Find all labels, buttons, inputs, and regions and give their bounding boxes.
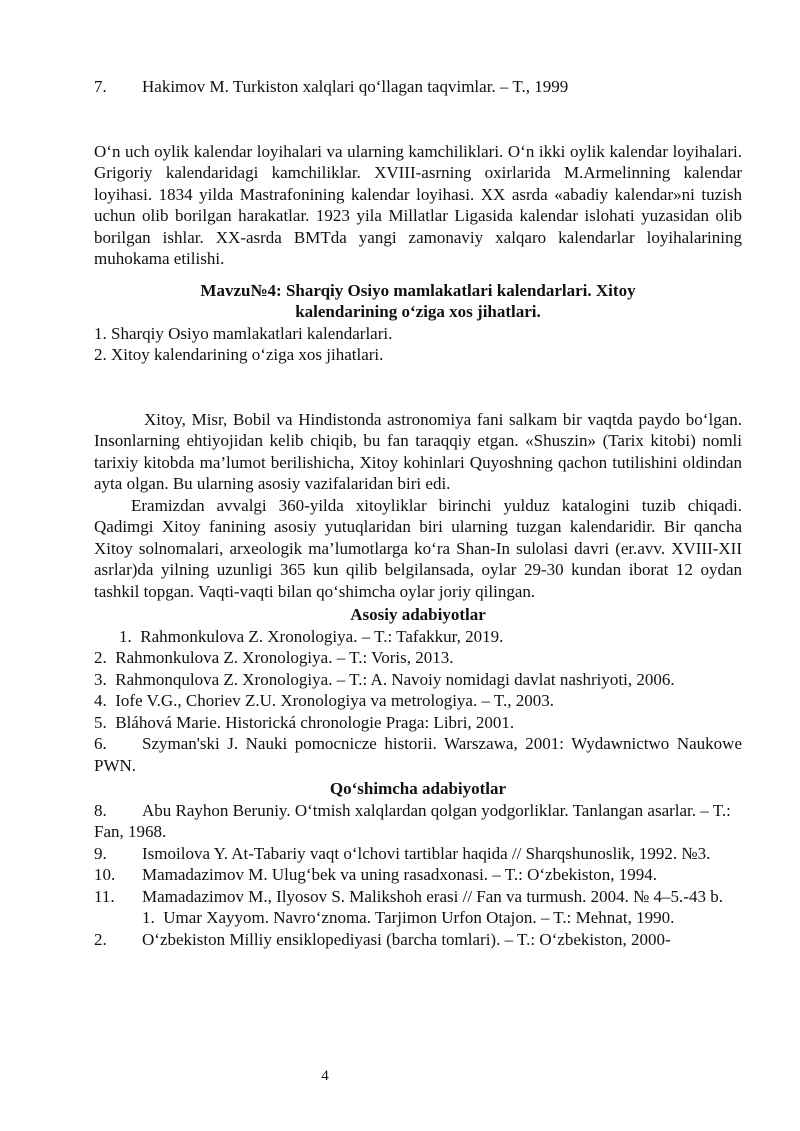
list-item-text: Szyman'ski J. Nauki pomocnicze historii. Warszawa, 2001: Wydawnictwo Naukowe PWN. xyxy=(94,734,742,775)
body-paragraph-1: Xitoy, Misr, Bobil va Hindistonda astronomiya fani salkam bir vaqtda paydo bo‘lgan. Insonlarning ehtiyojidan kelib chiqib, bu fan taraqqiy etgan. «Shuszin» (Tarix kitobi) nomli tarixiy kitobda ma’lumot berilishicha, Xitoy kohinlari Quyoshning qachon tutilishini oldindan ayta olgan. Bu ularning asosiy vazifalaridan biri edi. xyxy=(94,409,742,493)
extra-literature-heading: Qo‘shimcha adabiyotlar xyxy=(329,779,507,798)
list-item-text: O‘zbekiston Milliy ensiklopediyasi (barcha tomlari). – T.: O‘zbekiston, 2000- xyxy=(142,929,671,949)
list-item-number: 9. xyxy=(94,843,107,863)
main-literature-list xyxy=(94,626,742,777)
list-item xyxy=(94,886,742,908)
body-paragraph-2: Eramizdan avvalgi 360-yilda xitoyliklar birinchi yulduz katalogini tuzib chiqadi. Qadimgi Xitoy fanining asosiy yutuqlaridan biri ularning tuzgan kalendaridir. Bir qancha Xitoy solnomalari, arxeologik ma’lumotlarga ko‘ra Shan-In sulolasi davri (er.avv. XVIII-XII asrlar)da yilning uzunligi 365 kun qilib belgilansada, oylar 29-30 kundan iborat 12 oydan tashkil topgan. Vaqti-vaqti bilan qo‘shimcha oylar joriy qilingan. xyxy=(94,495,742,601)
list-item-number: 3. xyxy=(94,669,107,689)
list-item xyxy=(94,843,742,865)
list-item-text: Abu Rayhon Beruniy. O‘tmish xalqlardan qolgan yodgorliklar. Tanlangan asarlar. – T.: Fan, 1968. xyxy=(94,800,731,841)
main-literature-heading: Asosiy adabiyotlar xyxy=(350,605,486,624)
list-item-text: Bláhová Marie. Historická chronologie Praga: Libri, 2001. xyxy=(115,712,515,732)
list-item-text: Rahmonkulova Z. Xronologiya. – T.: Tafakkur, 2019. xyxy=(140,626,504,646)
document-page xyxy=(94,76,742,950)
list-item xyxy=(94,690,742,712)
topic-point: 2. Xitoy kalendarining o‘ziga xos jihatlari. xyxy=(94,345,384,364)
list-item xyxy=(94,669,742,691)
top-reference-number: 7. xyxy=(94,77,107,96)
list-item-number: 11. xyxy=(94,886,115,906)
list-item-number: 8. xyxy=(94,800,107,820)
list-item-text: Mamadazimov M., Ilyosov S. Malikshoh erasi // Fan va turmush. 2004. № 4–5.-43 b. xyxy=(142,886,723,906)
list-item xyxy=(94,647,742,669)
list-item-text: Rahmonqulova Z. Xronologiya. – T.: A. Navoiy nomidagi davlat nashriyoti, 2006. xyxy=(115,669,675,689)
extra-literature-list xyxy=(94,800,742,951)
topic-point: 1. Sharqiy Osiyo mamlakatlari kalendarlari. xyxy=(94,323,393,343)
topic-heading-line2: kalendarining o‘ziga xos jihatlari. xyxy=(295,302,541,321)
top-reference xyxy=(94,76,742,98)
list-item xyxy=(94,929,742,951)
topic-heading-line1: Mavzu№4: Sharqiy Osiyo mamlakatlari kalendarlari. Xitoy xyxy=(200,280,636,300)
list-item-number: 6. xyxy=(94,734,107,753)
top-reference-text: Hakimov M. Turkiston xalqlari qo‘llagan taqvimlar. – T., 1999 xyxy=(142,77,569,96)
list-item xyxy=(94,626,742,648)
list-item xyxy=(94,800,742,843)
list-item-number: 2. xyxy=(94,929,107,949)
list-item-text: Mamadazimov M. Ulug‘bek va uning rasadxonasi. – T.: O‘zbekiston, 1994. xyxy=(142,865,657,884)
list-item-number: 2. xyxy=(94,648,107,667)
list-item xyxy=(94,864,742,886)
list-item-text: Ismoilova Y. At-Tabariy vaqt o‘lchovi tartiblar haqida // Sharqshunoslik, 1992. №3. xyxy=(142,843,711,863)
list-item-text: Umar Xayyom. Navro‘znoma. Tarjimon Urfon Otajon. – T.: Mehnat, 1990. xyxy=(163,908,675,927)
topic-heading xyxy=(94,280,742,323)
list-item-text: Rahmonkulova Z. Xronologiya. – T.: Voris, 2013. xyxy=(115,648,454,667)
page-number: 4 xyxy=(321,1068,329,1084)
list-item-number: 1. xyxy=(142,908,155,927)
list-item xyxy=(94,712,742,734)
list-item-number: 4. xyxy=(94,691,107,710)
list-item-number: 5. xyxy=(94,712,107,732)
list-item-text: Iofe V.G., Choriev Z.U. Xronologiya va metrologiya. – T., 2003. xyxy=(115,691,555,710)
list-item-number: 10. xyxy=(94,865,116,884)
list-item-number: 1. xyxy=(119,626,132,646)
list-item xyxy=(94,907,742,929)
intro-paragraph: O‘n uch oylik kalendar loyihalari va ularning kamchiliklari. O‘n ikki oylik kalendar loyihalari. Grigoriy kalendaridagi kamchiliklar. XVIII-asrning oxirlarida M.Armelinning kalendar loyihasi. 1834 yilda Mastrafonining kalendar loyihasi. XX asrda «abadiy kalendar»ni tuzish uchun olib borilgan harakatlar. 1923 yila Millatlar Ligasida kalendar islohati yuzasidan olib borilgan ishlar. XX-asrda BMTda yangi zamonaviy xalqaro kalendarlar loyihalarining muhokama etilishi. xyxy=(94,141,742,268)
list-item xyxy=(94,733,742,776)
